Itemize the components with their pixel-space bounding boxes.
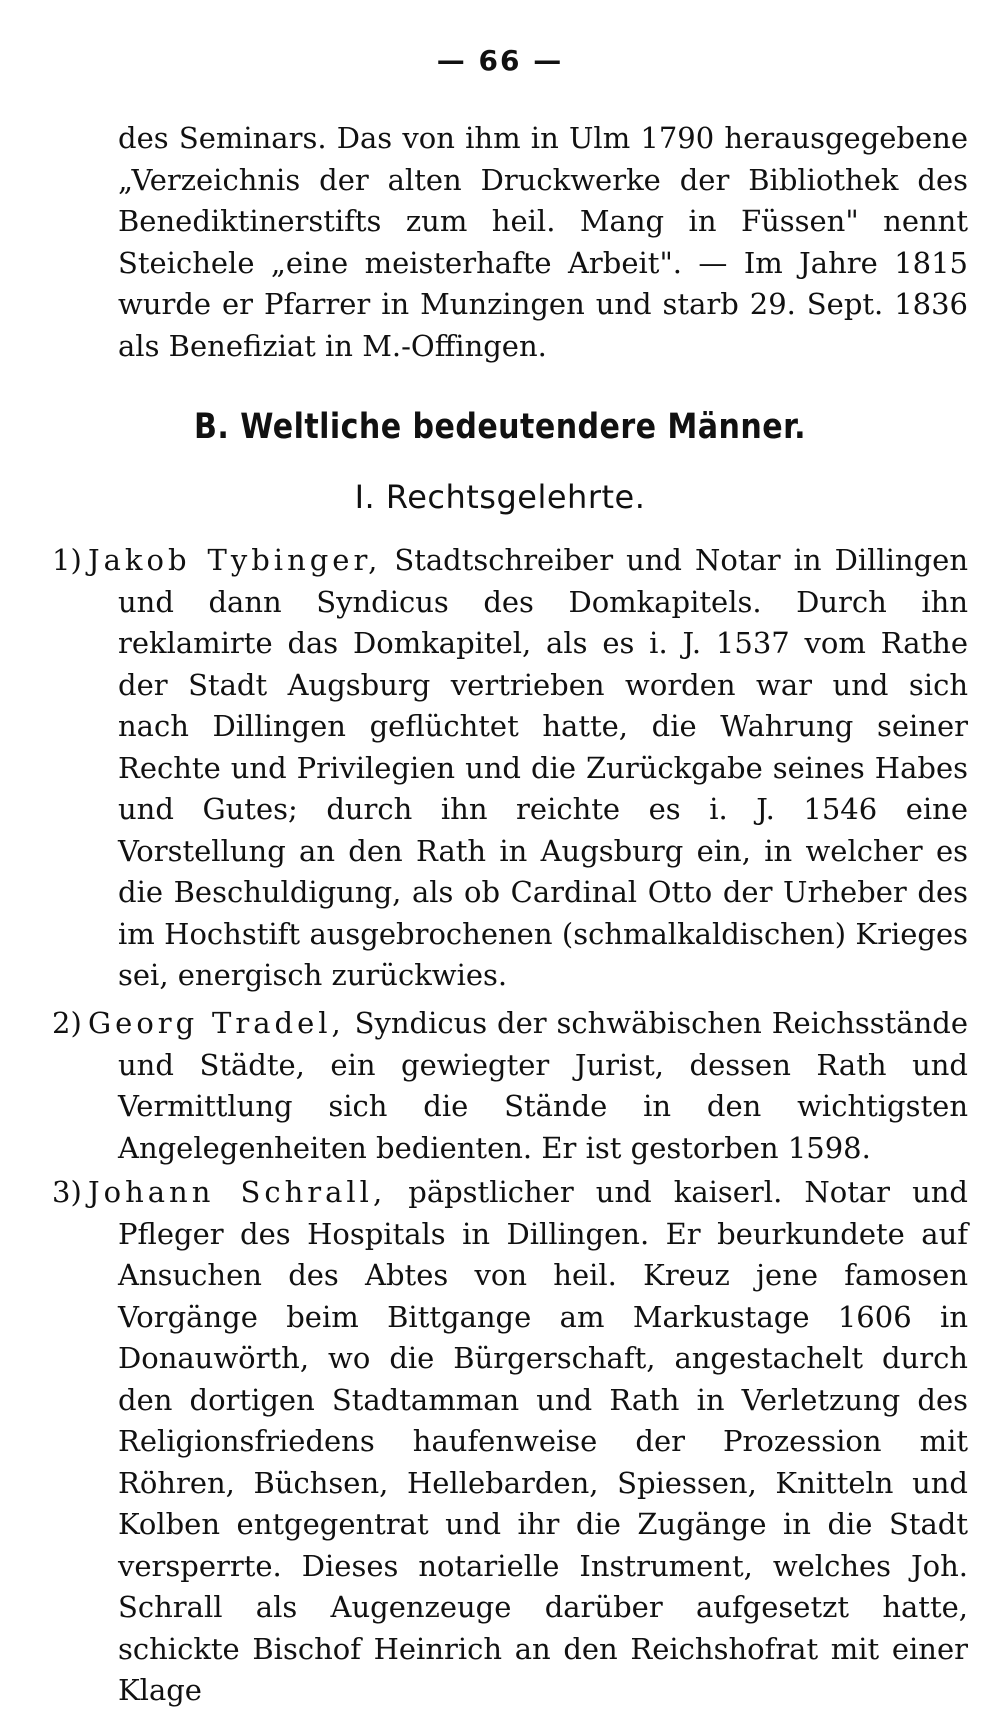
entry-text: Stadtschreiber und Notar in Dillingen und dann Syndicus des Domkapitels. Durch ihn reklamirte das Domkapitel, als es i. J. 1537 vom Rathe der Stadt Augsburg vertrieben worden war und sich nach Dillingen geflüchtet hatte, die Wahrung seiner Rechte und Privilegien und die Zurückgabe seines Habes und Gutes; durch ihn reichte es i. J. 1546 eine Vorstellung an den Rath in Augsburg ein, in welcher es die Beschuldigung, als ob Cardinal Otto der Urheber des im Hochstift ausgebrochenen (schmalkaldischen) Krieges sei, energisch zurückwies. [118, 543, 968, 992]
entry-item [52, 1003, 968, 1169]
entry-name: Georg Tradel, [88, 1006, 345, 1040]
entry-item [52, 540, 968, 997]
entry-text: Syndicus der schwäbischen Reichsstände und Städte, ein gewiegter Jurist, dessen Rath und Vermittlung sich die Stände in den wichtigsten Angelegenheiten bedienten. Er ist gestorben 1598. [118, 1006, 968, 1165]
intro-paragraph: des Seminars. Das von ihm in Ulm 1790 herausgegebene „Verzeichnis der alten Druckwerke der Bibliothek des Benediktinerstifts zum heil. Mang in Füssen" nennt Steichele „eine meisterhafte Arbeit". — Im Jahre 1815 wurde er Pfarrer in Munzingen und starb 29. Sept. 1836 als Benefiziat in M.-Offingen. [118, 121, 968, 363]
subsection-heading: I. Rechtsgelehrte. [354, 478, 646, 516]
page-number: — 66 — [436, 44, 564, 77]
entry-text: päpstlicher und kaiserl. Notar und Pfleger des Hospitals in Dillingen. Er beurkundete auf Ansuchen des Abtes von heil. Kreuz jene famosen Vorgänge beim Bittgange am Markustage 1606 in Donauwörth, wo die Bürgerschaft, angestachelt durch den dortigen Stadtamman und Rath in Verletzung des Religionsfriedens haufenweise der Prozession mit Röhren, Büchsen, Hellebarden, Spiessen, Knitteln und Kolben entgegentrat und ihr die Zugänge in die Stadt versperrte. Dieses notarielle Instrument, welches Joh. Schrall als Augenzeuge darüber aufgesetzt hatte, schickte Bischof Heinrich an den Reichshofrat mit einer Klage [118, 1175, 968, 1707]
entry-number: 3) [52, 1175, 82, 1209]
entry-number: 1) [52, 543, 82, 577]
entry-name: Johann Schrall, [88, 1175, 387, 1209]
entry-number: 2) [52, 1006, 82, 1040]
section-heading: B. Weltliche bedeutendere Männer. [194, 407, 806, 447]
entry-name: Jakob Tybinger, [88, 543, 382, 577]
entry-item [52, 1172, 968, 1712]
